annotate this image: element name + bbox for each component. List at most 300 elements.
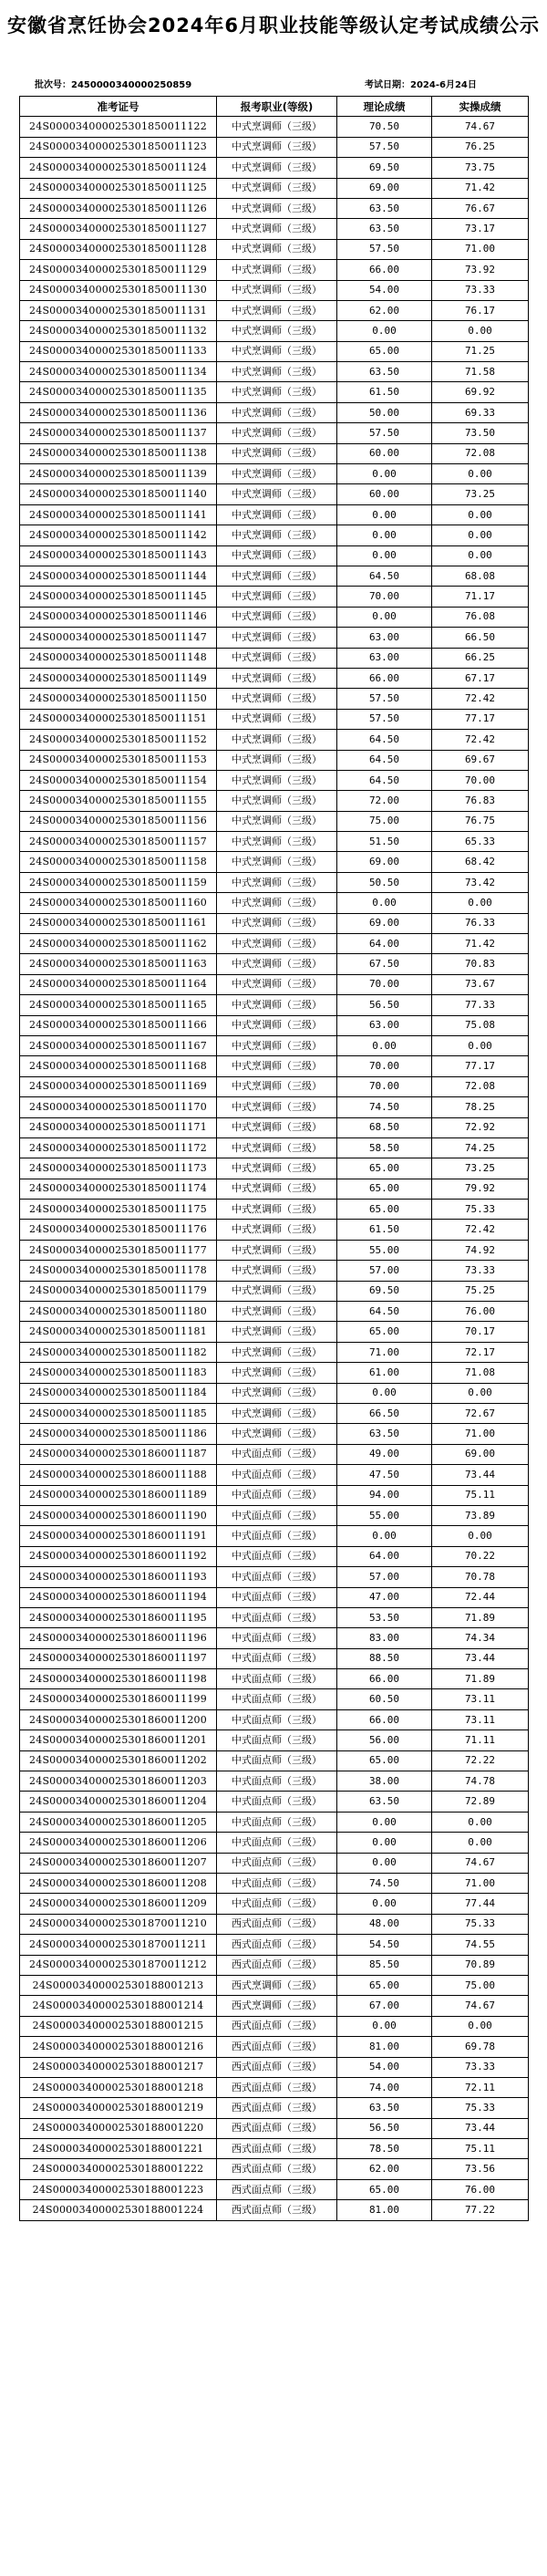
practical-score-cell: 0.00 bbox=[432, 545, 529, 566]
theory-score-cell: 70.00 bbox=[337, 1076, 432, 1096]
table-row bbox=[20, 566, 529, 586]
ticket-number-cell: 24S000034000025301850011166 bbox=[20, 1015, 217, 1035]
ticket-number-cell: 24S000034000025301850011172 bbox=[20, 1137, 217, 1158]
occupation-cell: 中式面点师（三级） bbox=[217, 1812, 337, 1832]
table-row bbox=[20, 1035, 529, 1055]
theory-score-cell: 55.00 bbox=[337, 1240, 432, 1260]
table-row bbox=[20, 587, 529, 607]
theory-score-cell: 65.00 bbox=[337, 1179, 432, 1199]
theory-score-cell: 63.00 bbox=[337, 628, 432, 648]
occupation-cell: 中式烹调师（三级） bbox=[217, 974, 337, 994]
practical-score-cell: 75.33 bbox=[432, 1200, 529, 1220]
table-row bbox=[20, 1015, 529, 1035]
theory-score-cell: 67.50 bbox=[337, 954, 432, 974]
table-row bbox=[20, 934, 529, 954]
practical-score-cell: 74.92 bbox=[432, 1240, 529, 1260]
practical-score-cell: 69.67 bbox=[432, 750, 529, 770]
practical-score-cell: 0.00 bbox=[432, 1383, 529, 1403]
table-row bbox=[20, 321, 529, 341]
occupation-cell: 西式面点师（三级） bbox=[217, 2098, 337, 2118]
practical-score-cell: 69.92 bbox=[432, 382, 529, 402]
practical-score-cell: 73.17 bbox=[432, 219, 529, 239]
practical-score-cell: 72.42 bbox=[432, 689, 529, 709]
table-row bbox=[20, 2077, 529, 2097]
ticket-number-cell: 24S000034000025301860011207 bbox=[20, 1853, 217, 1873]
table-row bbox=[20, 1607, 529, 1627]
practical-score-cell: 71.42 bbox=[432, 934, 529, 954]
ticket-number-cell: 24S000034000025301850011160 bbox=[20, 893, 217, 913]
table-row bbox=[20, 362, 529, 382]
ticket-number-cell: 24S000034000025301850011173 bbox=[20, 1158, 217, 1179]
theory-score-cell: 66.00 bbox=[337, 1669, 432, 1689]
table-row bbox=[20, 770, 529, 790]
ticket-number-cell: 24S000034000025301860011190 bbox=[20, 1505, 217, 1525]
table-row bbox=[20, 341, 529, 361]
ticket-number-cell: 24S000034000025301850011144 bbox=[20, 566, 217, 586]
occupation-cell: 中式烹调师（三级） bbox=[217, 423, 337, 443]
occupation-cell: 西式烹调师（三级） bbox=[217, 1975, 337, 1995]
header-ticket-number: 准考证号 bbox=[20, 97, 217, 117]
table-row bbox=[20, 525, 529, 545]
theory-score-cell: 0.00 bbox=[337, 464, 432, 484]
occupation-cell: 中式烹调师（三级） bbox=[217, 791, 337, 811]
occupation-cell: 中式烹调师（三级） bbox=[217, 1302, 337, 1322]
table-row bbox=[20, 2200, 529, 2220]
ticket-number-cell: 24S000034000025301850011146 bbox=[20, 607, 217, 627]
theory-score-cell: 81.00 bbox=[337, 2037, 432, 2057]
ticket-number-cell: 24S00003400002530188001215 bbox=[20, 2016, 217, 2036]
occupation-cell: 中式烹调师（三级） bbox=[217, 362, 337, 382]
batch-number bbox=[35, 77, 191, 91]
occupation-cell: 中式面点师（三级） bbox=[217, 1709, 337, 1729]
theory-score-cell: 64.00 bbox=[337, 1546, 432, 1566]
table-row bbox=[20, 1363, 529, 1383]
practical-score-cell: 75.33 bbox=[432, 1914, 529, 1934]
occupation-cell: 中式烹调师（三级） bbox=[217, 402, 337, 422]
table-row bbox=[20, 1424, 529, 1444]
ticket-number-cell: 24S000034000025301860011198 bbox=[20, 1669, 217, 1689]
occupation-cell: 中式面点师（三级） bbox=[217, 1444, 337, 1464]
practical-score-cell: 74.67 bbox=[432, 117, 529, 137]
table-row bbox=[20, 1771, 529, 1792]
occupation-cell: 中式烹调师（三级） bbox=[217, 1220, 337, 1240]
ticket-number-cell: 24S000034000025301850011153 bbox=[20, 750, 217, 770]
table-row bbox=[20, 1587, 529, 1607]
occupation-cell: 中式烹调师（三级） bbox=[217, 1015, 337, 1035]
ticket-number-cell: 24S000034000025301870011211 bbox=[20, 1935, 217, 1955]
practical-score-cell: 76.00 bbox=[432, 2179, 529, 2199]
practical-score-cell: 70.22 bbox=[432, 1546, 529, 1566]
ticket-number-cell: 24S00003400002530188001221 bbox=[20, 2139, 217, 2159]
theory-score-cell: 54.00 bbox=[337, 280, 432, 300]
header-theory-score: 理论成绩 bbox=[337, 97, 432, 117]
occupation-cell: 西式面点师（三级） bbox=[217, 2139, 337, 2159]
theory-score-cell: 64.00 bbox=[337, 934, 432, 954]
theory-score-cell: 74.50 bbox=[337, 1873, 432, 1893]
practical-score-cell: 76.08 bbox=[432, 607, 529, 627]
occupation-cell: 中式烹调师（三级） bbox=[217, 158, 337, 178]
occupation-cell: 中式烹调师（三级） bbox=[217, 648, 337, 668]
practical-score-cell: 68.08 bbox=[432, 566, 529, 586]
table-row bbox=[20, 219, 529, 239]
table-row bbox=[20, 1567, 529, 1587]
ticket-number-cell: 24S000034000025301850011149 bbox=[20, 668, 217, 688]
practical-score-cell: 76.75 bbox=[432, 811, 529, 831]
theory-score-cell: 64.50 bbox=[337, 770, 432, 790]
practical-score-cell: 73.44 bbox=[432, 1648, 529, 1668]
table-row bbox=[20, 791, 529, 811]
practical-score-cell: 73.33 bbox=[432, 280, 529, 300]
table-row bbox=[20, 1404, 529, 1424]
practical-score-cell: 75.33 bbox=[432, 2098, 529, 2118]
theory-score-cell: 74.50 bbox=[337, 1097, 432, 1117]
ticket-number-cell: 24S000034000025301860011201 bbox=[20, 1730, 217, 1750]
practical-score-cell: 71.17 bbox=[432, 587, 529, 607]
practical-score-cell: 73.33 bbox=[432, 2057, 529, 2077]
ticket-number-cell: 24S000034000025301850011151 bbox=[20, 709, 217, 729]
ticket-number-cell: 24S000034000025301850011143 bbox=[20, 545, 217, 566]
occupation-cell: 中式面点师（三级） bbox=[217, 1607, 337, 1627]
ticket-number-cell: 24S00003400002530188001220 bbox=[20, 2118, 217, 2138]
ticket-number-cell: 24S00003400002530188001219 bbox=[20, 2098, 217, 2118]
practical-score-cell: 73.25 bbox=[432, 1158, 529, 1179]
theory-score-cell: 85.50 bbox=[337, 1955, 432, 1975]
practical-score-cell: 77.17 bbox=[432, 1056, 529, 1076]
occupation-cell: 中式烹调师（三级） bbox=[217, 117, 337, 137]
table-row bbox=[20, 1546, 529, 1566]
occupation-cell: 中式烹调师（三级） bbox=[217, 995, 337, 1015]
theory-score-cell: 47.00 bbox=[337, 1587, 432, 1607]
practical-score-cell: 77.17 bbox=[432, 709, 529, 729]
table-row bbox=[20, 852, 529, 872]
ticket-number-cell: 24S000034000025301860011196 bbox=[20, 1628, 217, 1648]
theory-score-cell: 63.00 bbox=[337, 1015, 432, 1035]
occupation-cell: 中式烹调师（三级） bbox=[217, 239, 337, 259]
table-row bbox=[20, 300, 529, 320]
theory-score-cell: 50.50 bbox=[337, 872, 432, 892]
ticket-number-cell: 24S000034000025301850011170 bbox=[20, 1097, 217, 1117]
table-row bbox=[20, 1669, 529, 1689]
table-row bbox=[20, 1628, 529, 1648]
practical-score-cell: 69.33 bbox=[432, 402, 529, 422]
table-row bbox=[20, 198, 529, 218]
table-row bbox=[20, 1648, 529, 1668]
ticket-number-cell: 24S000034000025301860011208 bbox=[20, 1873, 217, 1893]
practical-score-cell: 71.25 bbox=[432, 341, 529, 361]
ticket-number-cell: 24S000034000025301850011145 bbox=[20, 587, 217, 607]
practical-score-cell: 76.25 bbox=[432, 137, 529, 157]
occupation-cell: 中式面点师（三级） bbox=[217, 1853, 337, 1873]
ticket-number-cell: 24S000034000025301870011210 bbox=[20, 1914, 217, 1934]
practical-score-cell: 74.67 bbox=[432, 1853, 529, 1873]
ticket-number-cell: 24S000034000025301860011202 bbox=[20, 1750, 217, 1771]
practical-score-cell: 76.00 bbox=[432, 1302, 529, 1322]
occupation-cell: 中式烹调师（三级） bbox=[217, 709, 337, 729]
theory-score-cell: 0.00 bbox=[337, 1894, 432, 1914]
table-row bbox=[20, 2016, 529, 2036]
occupation-cell: 中式烹调师（三级） bbox=[217, 300, 337, 320]
occupation-cell: 中式烹调师（三级） bbox=[217, 341, 337, 361]
practical-score-cell: 73.44 bbox=[432, 2118, 529, 2138]
theory-score-cell: 50.00 bbox=[337, 402, 432, 422]
ticket-number-cell: 24S00003400002530188001217 bbox=[20, 2057, 217, 2077]
theory-score-cell: 0.00 bbox=[337, 1812, 432, 1832]
theory-score-cell: 0.00 bbox=[337, 1853, 432, 1873]
theory-score-cell: 65.00 bbox=[337, 1200, 432, 1220]
table-row bbox=[20, 1117, 529, 1137]
occupation-cell: 中式烹调师（三级） bbox=[217, 382, 337, 402]
ticket-number-cell: 24S000034000025301850011164 bbox=[20, 974, 217, 994]
table-row bbox=[20, 484, 529, 504]
table-row bbox=[20, 2037, 529, 2057]
practical-score-cell: 73.50 bbox=[432, 423, 529, 443]
ticket-number-cell: 24S000034000025301850011133 bbox=[20, 341, 217, 361]
occupation-cell: 中式烹调师（三级） bbox=[217, 668, 337, 688]
occupation-cell: 中式烹调师（三级） bbox=[217, 1158, 337, 1179]
ticket-number-cell: 24S000034000025301850011147 bbox=[20, 628, 217, 648]
ticket-number-cell: 24S000034000025301850011129 bbox=[20, 260, 217, 280]
occupation-cell: 中式烹调师（三级） bbox=[217, 260, 337, 280]
page-title: 安徽省烹饪协会2024年6月职业技能等级认定考试成绩公示 bbox=[6, 15, 541, 36]
practical-score-cell: 76.83 bbox=[432, 791, 529, 811]
practical-score-cell: 75.00 bbox=[432, 1975, 529, 1995]
occupation-cell: 中式烹调师（三级） bbox=[217, 1424, 337, 1444]
ticket-number-cell: 24S000034000025301850011176 bbox=[20, 1220, 217, 1240]
theory-score-cell: 66.00 bbox=[337, 668, 432, 688]
occupation-cell: 中式烹调师（三级） bbox=[217, 750, 337, 770]
table-row bbox=[20, 1689, 529, 1709]
theory-score-cell: 69.50 bbox=[337, 158, 432, 178]
ticket-number-cell: 24S000034000025301850011182 bbox=[20, 1342, 217, 1362]
theory-score-cell: 81.00 bbox=[337, 2200, 432, 2220]
ticket-number-cell: 24S000034000025301860011193 bbox=[20, 1567, 217, 1587]
occupation-cell: 中式面点师（三级） bbox=[217, 1894, 337, 1914]
occupation-cell: 中式面点师（三级） bbox=[217, 1792, 337, 1812]
practical-score-cell: 72.44 bbox=[432, 1587, 529, 1607]
table-row bbox=[20, 1812, 529, 1832]
batch-value: 2450000340000250859 bbox=[71, 80, 192, 90]
practical-score-cell: 73.75 bbox=[432, 158, 529, 178]
ticket-number-cell: 24S000034000025301860011187 bbox=[20, 1444, 217, 1464]
ticket-number-cell: 24S000034000025301850011171 bbox=[20, 1117, 217, 1137]
theory-score-cell: 61.50 bbox=[337, 382, 432, 402]
occupation-cell: 中式烹调师（三级） bbox=[217, 689, 337, 709]
ticket-number-cell: 24S000034000025301850011127 bbox=[20, 219, 217, 239]
practical-score-cell: 72.17 bbox=[432, 1342, 529, 1362]
occupation-cell: 中式烹调师（三级） bbox=[217, 1383, 337, 1403]
occupation-cell: 中式烹调师（三级） bbox=[217, 934, 337, 954]
practical-score-cell: 72.11 bbox=[432, 2077, 529, 2097]
table-row bbox=[20, 1709, 529, 1729]
practical-score-cell: 66.25 bbox=[432, 648, 529, 668]
theory-score-cell: 56.50 bbox=[337, 995, 432, 1015]
table-row bbox=[20, 1935, 529, 1955]
score-table-body bbox=[20, 117, 529, 2220]
occupation-cell: 中式面点师（三级） bbox=[217, 1567, 337, 1587]
practical-score-cell: 73.42 bbox=[432, 872, 529, 892]
practical-score-cell: 73.11 bbox=[432, 1709, 529, 1729]
practical-score-cell: 74.34 bbox=[432, 1628, 529, 1648]
practical-score-cell: 72.42 bbox=[432, 1220, 529, 1240]
practical-score-cell: 75.11 bbox=[432, 1485, 529, 1505]
theory-score-cell: 58.50 bbox=[337, 1137, 432, 1158]
theory-score-cell: 57.50 bbox=[337, 137, 432, 157]
ticket-number-cell: 24S000034000025301850011168 bbox=[20, 1056, 217, 1076]
ticket-number-cell: 24S000034000025301850011150 bbox=[20, 689, 217, 709]
occupation-cell: 西式烹调师（三级） bbox=[217, 1996, 337, 2016]
practical-score-cell: 73.33 bbox=[432, 1261, 529, 1281]
theory-score-cell: 64.50 bbox=[337, 750, 432, 770]
practical-score-cell: 72.42 bbox=[432, 730, 529, 750]
ticket-number-cell: 24S000034000025301850011122 bbox=[20, 117, 217, 137]
occupation-cell: 中式面点师（三级） bbox=[217, 1771, 337, 1792]
practical-score-cell: 70.00 bbox=[432, 770, 529, 790]
ticket-number-cell: 24S00003400002530188001222 bbox=[20, 2159, 217, 2179]
theory-score-cell: 38.00 bbox=[337, 1771, 432, 1792]
practical-score-cell: 71.00 bbox=[432, 1873, 529, 1893]
theory-score-cell: 0.00 bbox=[337, 1526, 432, 1546]
occupation-cell: 西式面点师（三级） bbox=[217, 2057, 337, 2077]
theory-score-cell: 48.00 bbox=[337, 1914, 432, 1934]
table-row bbox=[20, 648, 529, 668]
theory-score-cell: 61.50 bbox=[337, 1220, 432, 1240]
practical-score-cell: 73.67 bbox=[432, 974, 529, 994]
practical-score-cell: 75.08 bbox=[432, 1015, 529, 1035]
exam-date bbox=[365, 77, 477, 91]
theory-score-cell: 65.00 bbox=[337, 1158, 432, 1179]
table-row bbox=[20, 382, 529, 402]
theory-score-cell: 56.50 bbox=[337, 2118, 432, 2138]
ticket-number-cell: 24S000034000025301850011162 bbox=[20, 934, 217, 954]
practical-score-cell: 0.00 bbox=[432, 2016, 529, 2036]
theory-score-cell: 68.50 bbox=[337, 1117, 432, 1137]
ticket-number-cell: 24S00003400002530188001214 bbox=[20, 1996, 217, 2016]
practical-score-cell: 71.42 bbox=[432, 178, 529, 198]
table-row bbox=[20, 239, 529, 259]
theory-score-cell: 72.00 bbox=[337, 791, 432, 811]
theory-score-cell: 53.50 bbox=[337, 1607, 432, 1627]
occupation-cell: 中式烹调师（三级） bbox=[217, 1240, 337, 1260]
ticket-number-cell: 24S000034000025301850011165 bbox=[20, 995, 217, 1015]
ticket-number-cell: 24S000034000025301850011154 bbox=[20, 770, 217, 790]
occupation-cell: 中式面点师（三级） bbox=[217, 1485, 337, 1505]
practical-score-cell: 69.00 bbox=[432, 1444, 529, 1464]
ticket-number-cell: 24S000034000025301850011177 bbox=[20, 1240, 217, 1260]
occupation-cell: 中式面点师（三级） bbox=[217, 1465, 337, 1485]
table-row bbox=[20, 423, 529, 443]
occupation-cell: 西式面点师（三级） bbox=[217, 2037, 337, 2057]
occupation-cell: 中式烹调师（三级） bbox=[217, 852, 337, 872]
ticket-number-cell: 24S000034000025301850011140 bbox=[20, 484, 217, 504]
table-row bbox=[20, 1792, 529, 1812]
ticket-number-cell: 24S000034000025301850011131 bbox=[20, 300, 217, 320]
practical-score-cell: 72.08 bbox=[432, 443, 529, 463]
table-row bbox=[20, 1200, 529, 1220]
occupation-cell: 中式烹调师（三级） bbox=[217, 545, 337, 566]
occupation-cell: 中式面点师（三级） bbox=[217, 1526, 337, 1546]
occupation-cell: 中式烹调师（三级） bbox=[217, 1076, 337, 1096]
table-row bbox=[20, 913, 529, 933]
table-row bbox=[20, 1894, 529, 1914]
practical-score-cell: 0.00 bbox=[432, 464, 529, 484]
occupation-cell: 中式烹调师（三级） bbox=[217, 443, 337, 463]
table-row bbox=[20, 628, 529, 648]
occupation-cell: 中式烹调师（三级） bbox=[217, 1281, 337, 1301]
practical-score-cell: 76.33 bbox=[432, 913, 529, 933]
ticket-number-cell: 24S000034000025301860011192 bbox=[20, 1546, 217, 1566]
occupation-cell: 西式面点师（三级） bbox=[217, 1955, 337, 1975]
ticket-number-cell: 24S000034000025301860011197 bbox=[20, 1648, 217, 1668]
occupation-cell: 中式烹调师（三级） bbox=[217, 1342, 337, 1362]
table-row bbox=[20, 2179, 529, 2199]
theory-score-cell: 62.00 bbox=[337, 2159, 432, 2179]
occupation-cell: 中式烹调师（三级） bbox=[217, 607, 337, 627]
batch-label: 批次号： bbox=[35, 80, 71, 90]
ticket-number-cell: 24S00003400002530188001213 bbox=[20, 1975, 217, 1995]
theory-score-cell: 0.00 bbox=[337, 2016, 432, 2036]
practical-score-cell: 76.17 bbox=[432, 300, 529, 320]
table-row bbox=[20, 954, 529, 974]
theory-score-cell: 63.50 bbox=[337, 198, 432, 218]
occupation-cell: 西式面点师（三级） bbox=[217, 2016, 337, 2036]
occupation-cell: 西式面点师（三级） bbox=[217, 1914, 337, 1934]
ticket-number-cell: 24S00003400002530188001216 bbox=[20, 2037, 217, 2057]
table-row bbox=[20, 1750, 529, 1771]
table-row bbox=[20, 260, 529, 280]
exam-date-value: 2024-6月24日 bbox=[410, 80, 477, 90]
ticket-number-cell: 24S000034000025301850011134 bbox=[20, 362, 217, 382]
table-row bbox=[20, 1383, 529, 1403]
practical-score-cell: 73.89 bbox=[432, 1505, 529, 1525]
occupation-cell: 中式烹调师（三级） bbox=[217, 872, 337, 892]
practical-score-cell: 0.00 bbox=[432, 1833, 529, 1853]
occupation-cell: 中式面点师（三级） bbox=[217, 1669, 337, 1689]
practical-score-cell: 71.89 bbox=[432, 1669, 529, 1689]
theory-score-cell: 0.00 bbox=[337, 1035, 432, 1055]
theory-score-cell: 0.00 bbox=[337, 893, 432, 913]
ticket-number-cell: 24S000034000025301860011191 bbox=[20, 1526, 217, 1546]
ticket-number-cell: 24S000034000025301860011205 bbox=[20, 1812, 217, 1832]
ticket-number-cell: 24S000034000025301850011181 bbox=[20, 1322, 217, 1342]
table-row bbox=[20, 1302, 529, 1322]
table-row bbox=[20, 995, 529, 1015]
occupation-cell: 中式烹调师（三级） bbox=[217, 1035, 337, 1055]
occupation-cell: 中式烹调师（三级） bbox=[217, 811, 337, 831]
theory-score-cell: 57.00 bbox=[337, 1567, 432, 1587]
occupation-cell: 中式面点师（三级） bbox=[217, 1873, 337, 1893]
practical-score-cell: 0.00 bbox=[432, 893, 529, 913]
practical-score-cell: 74.55 bbox=[432, 1935, 529, 1955]
theory-score-cell: 56.00 bbox=[337, 1730, 432, 1750]
table-row bbox=[20, 1975, 529, 1995]
practical-score-cell: 74.67 bbox=[432, 1996, 529, 2016]
ticket-number-cell: 24S000034000025301850011130 bbox=[20, 280, 217, 300]
theory-score-cell: 57.00 bbox=[337, 1261, 432, 1281]
occupation-cell: 中式烹调师（三级） bbox=[217, 484, 337, 504]
practical-score-cell: 70.83 bbox=[432, 954, 529, 974]
ticket-number-cell: 24S000034000025301850011178 bbox=[20, 1261, 217, 1281]
table-row bbox=[20, 709, 529, 729]
occupation-cell: 中式面点师（三级） bbox=[217, 1648, 337, 1668]
ticket-number-cell: 24S000034000025301860011206 bbox=[20, 1833, 217, 1853]
occupation-cell: 中式烹调师（三级） bbox=[217, 893, 337, 913]
occupation-cell: 西式面点师（三级） bbox=[217, 2077, 337, 2097]
theory-score-cell: 63.50 bbox=[337, 1424, 432, 1444]
table-row bbox=[20, 2118, 529, 2138]
ticket-number-cell: 24S00003400002530188001224 bbox=[20, 2200, 217, 2220]
occupation-cell: 西式面点师（三级） bbox=[217, 2200, 337, 2220]
table-row bbox=[20, 504, 529, 525]
